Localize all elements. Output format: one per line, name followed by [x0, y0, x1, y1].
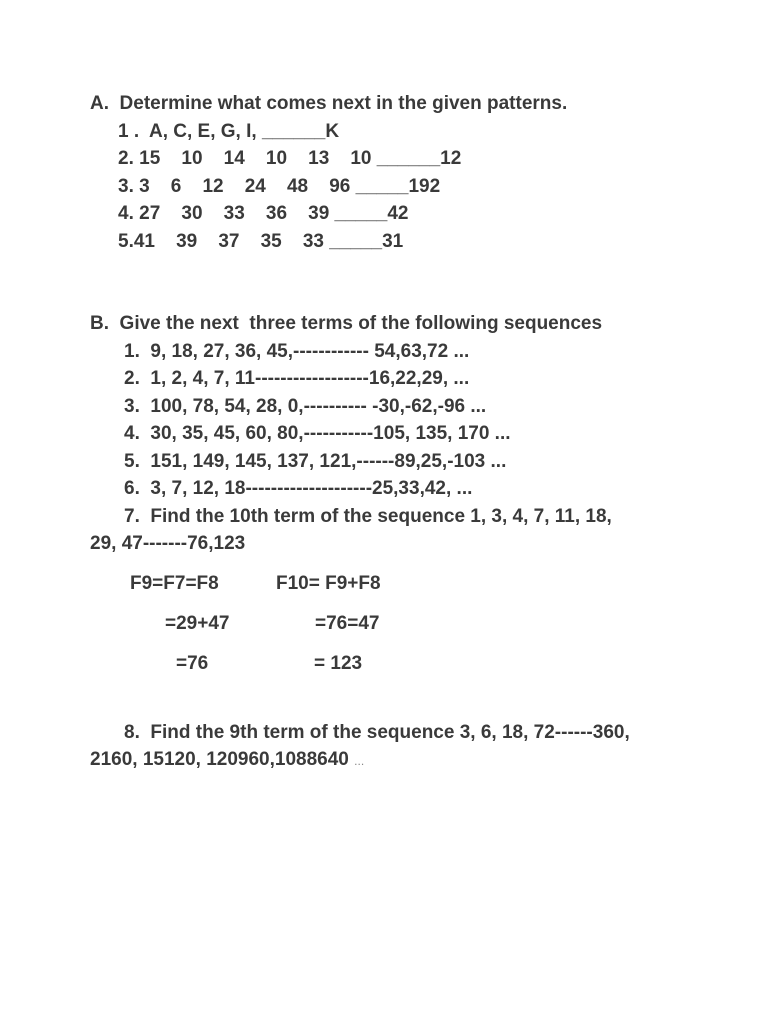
- work-f9-line-1: F9=F7=F8: [130, 573, 219, 594]
- section-b-item-5: 5. 151, 149, 145, 137, 121,------89,25,-103 ...: [124, 451, 507, 472]
- section-a-item-4: 4. 27 30 33 36 39 _____42: [118, 203, 409, 224]
- section-b-item-8-line-1: 8. Find the 9th term of the sequence 3, 6, 18, 72------360,: [124, 722, 630, 743]
- section-a-item-3: 3. 3 6 12 24 48 96 _____192: [118, 176, 441, 197]
- section-a-item-2: 2. 15 10 14 10 13 10 ______12: [118, 148, 462, 169]
- trailing-ellipsis: ...: [354, 754, 365, 768]
- section-b-item-4: 4. 30, 35, 45, 60, 80,-----------105, 135, 170 ...: [124, 423, 511, 444]
- section-a-item-1: 1 . A, C, E, G, I, ______K: [118, 121, 340, 142]
- section-b-item-1: 1. 9, 18, 27, 36, 45,------------ 54,63,72 ...: [124, 341, 470, 362]
- section-a-heading: A. Determine what comes next in the given patterns.: [90, 93, 568, 114]
- section-b-item-8-text: 2160, 15120, 120960,1088640: [90, 749, 349, 770]
- section-b-item-7-line-1: 7. Find the 10th term of the sequence 1, 3, 4, 7, 11, 18,: [124, 506, 612, 527]
- section-b-item-8-line-2: [90, 749, 364, 772]
- section-b-heading: B. Give the next three terms of the following sequences: [90, 313, 603, 334]
- work-f10-line-3: = 123: [314, 653, 363, 674]
- work-f9-line-2: =29+47: [165, 613, 230, 634]
- work-f10-line-1: F10= F9+F8: [276, 573, 381, 594]
- work-f10-line-2: =76=47: [315, 613, 380, 634]
- section-b-item-7-line-2: 29, 47-------76,123: [90, 533, 246, 554]
- section-a-item-5: 5.41 39 37 35 33 _____31: [118, 231, 404, 252]
- section-b-item-6: 6. 3, 7, 12, 18--------------------25,33,42, ...: [124, 478, 473, 499]
- work-f9-line-3: =76: [176, 653, 209, 674]
- section-b-item-3: 3. 100, 78, 54, 28, 0,---------- -30,-62,-96 ...: [124, 396, 487, 417]
- section-b-item-2: 2. 1, 2, 4, 7, 11------------------16,22,29, ...: [124, 368, 470, 389]
